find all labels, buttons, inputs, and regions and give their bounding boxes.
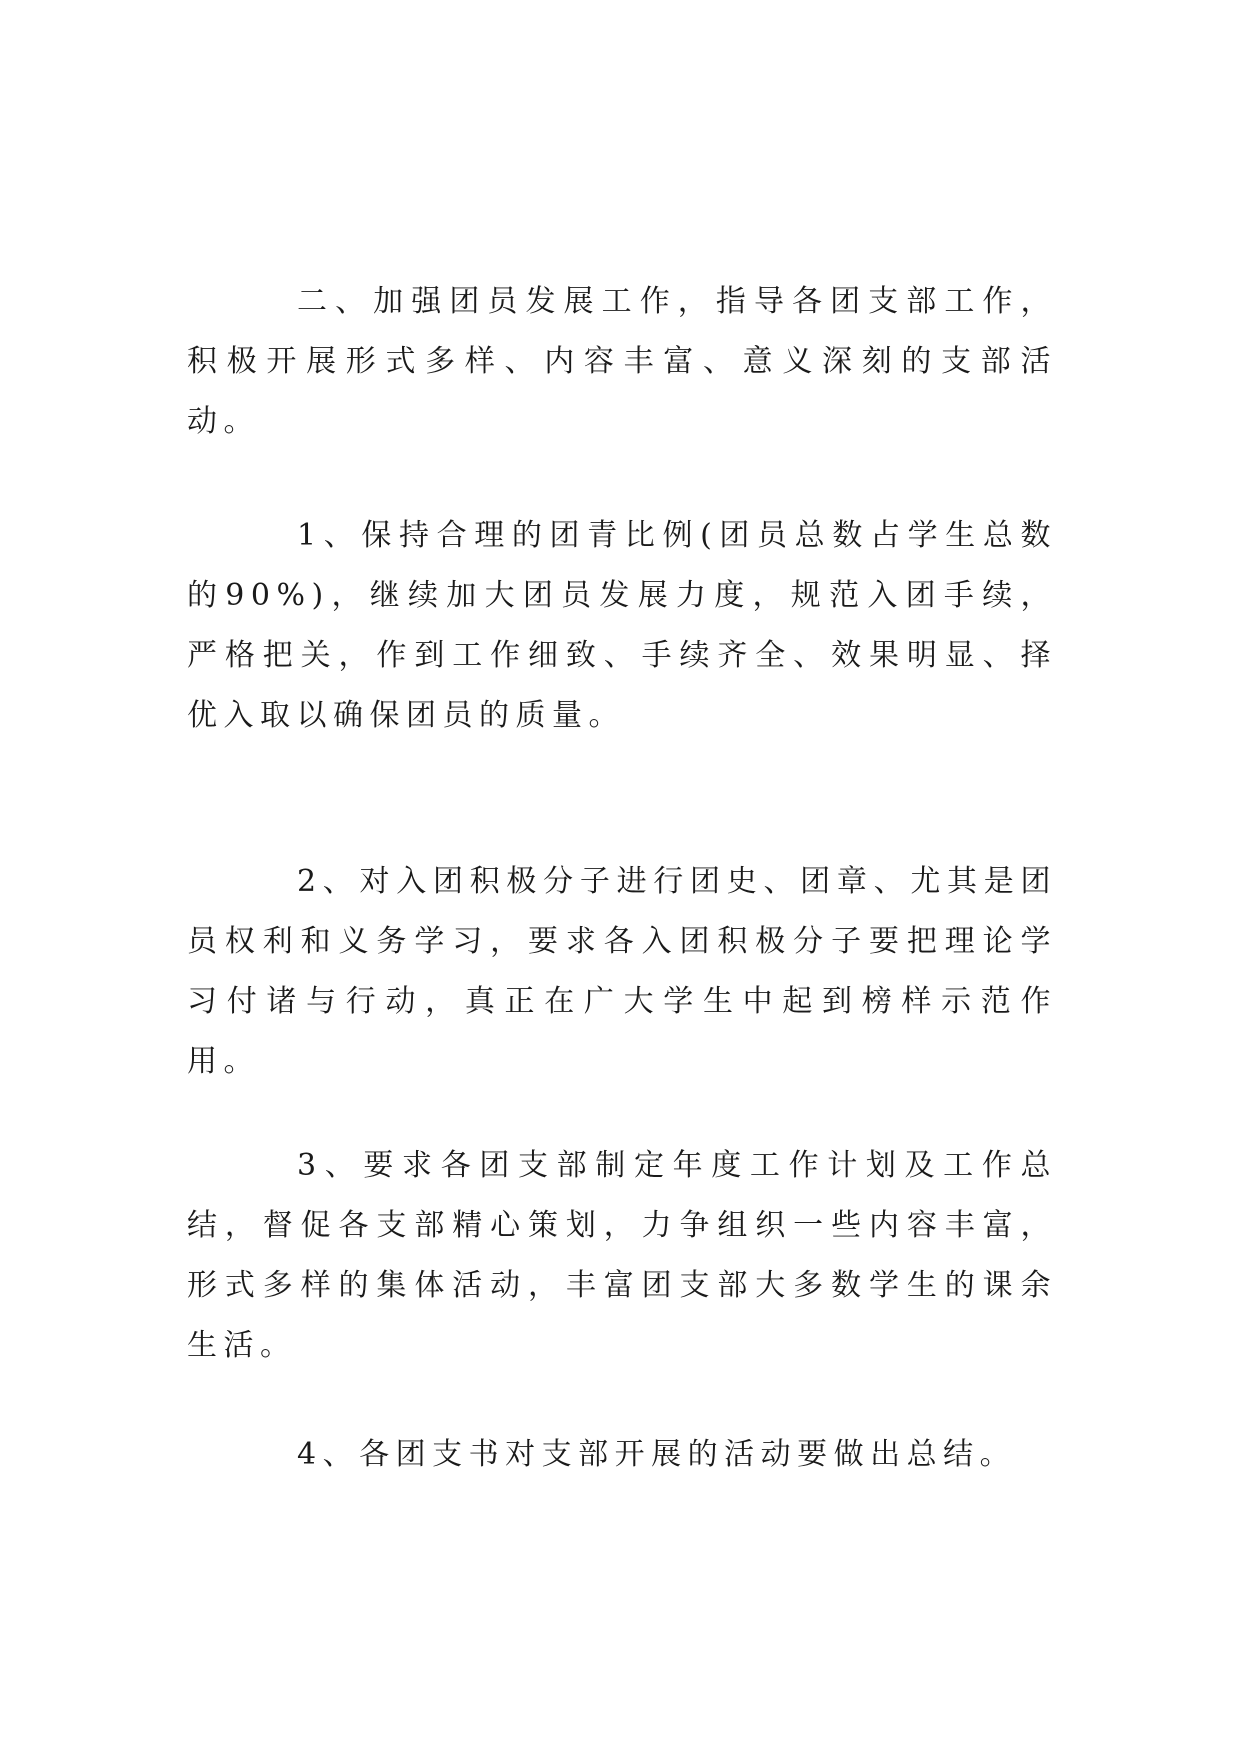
list-item-paragraph-3: 3、要求各团支部制定年度工作计划及工作总结，督促各支部精心策划，力争组织一些内容丰富，形式多样的集体活动，丰富团支部大多数学生的课余生活。: [187, 1148, 1057, 1363]
list-item-paragraph-1: 1、保持合理的团青比例(团员总数占学生总数的90%)，继续加大团员发展力度，规范入团手续，严格把关，作到工作细致、手续齐全、效果明显、择优入取以确保团员的质量。: [187, 518, 1057, 733]
section-heading-paragraph: 二、加强团员发展工作，指导各团支部工作，积极开展形式多样、内容丰富、意义深刻的支部活动。: [187, 284, 1057, 439]
list-item-paragraph-2: 2、对入团积极分子进行团史、团章、尤其是团员权利和义务学习，要求各入团积极分子要把理论学习付诸与行动，真正在广大学生中起到榜样示范作用。: [187, 864, 1057, 1079]
list-item-paragraph-4: 4、各团支书对支部开展的活动要做出总结。: [297, 1437, 1017, 1472]
